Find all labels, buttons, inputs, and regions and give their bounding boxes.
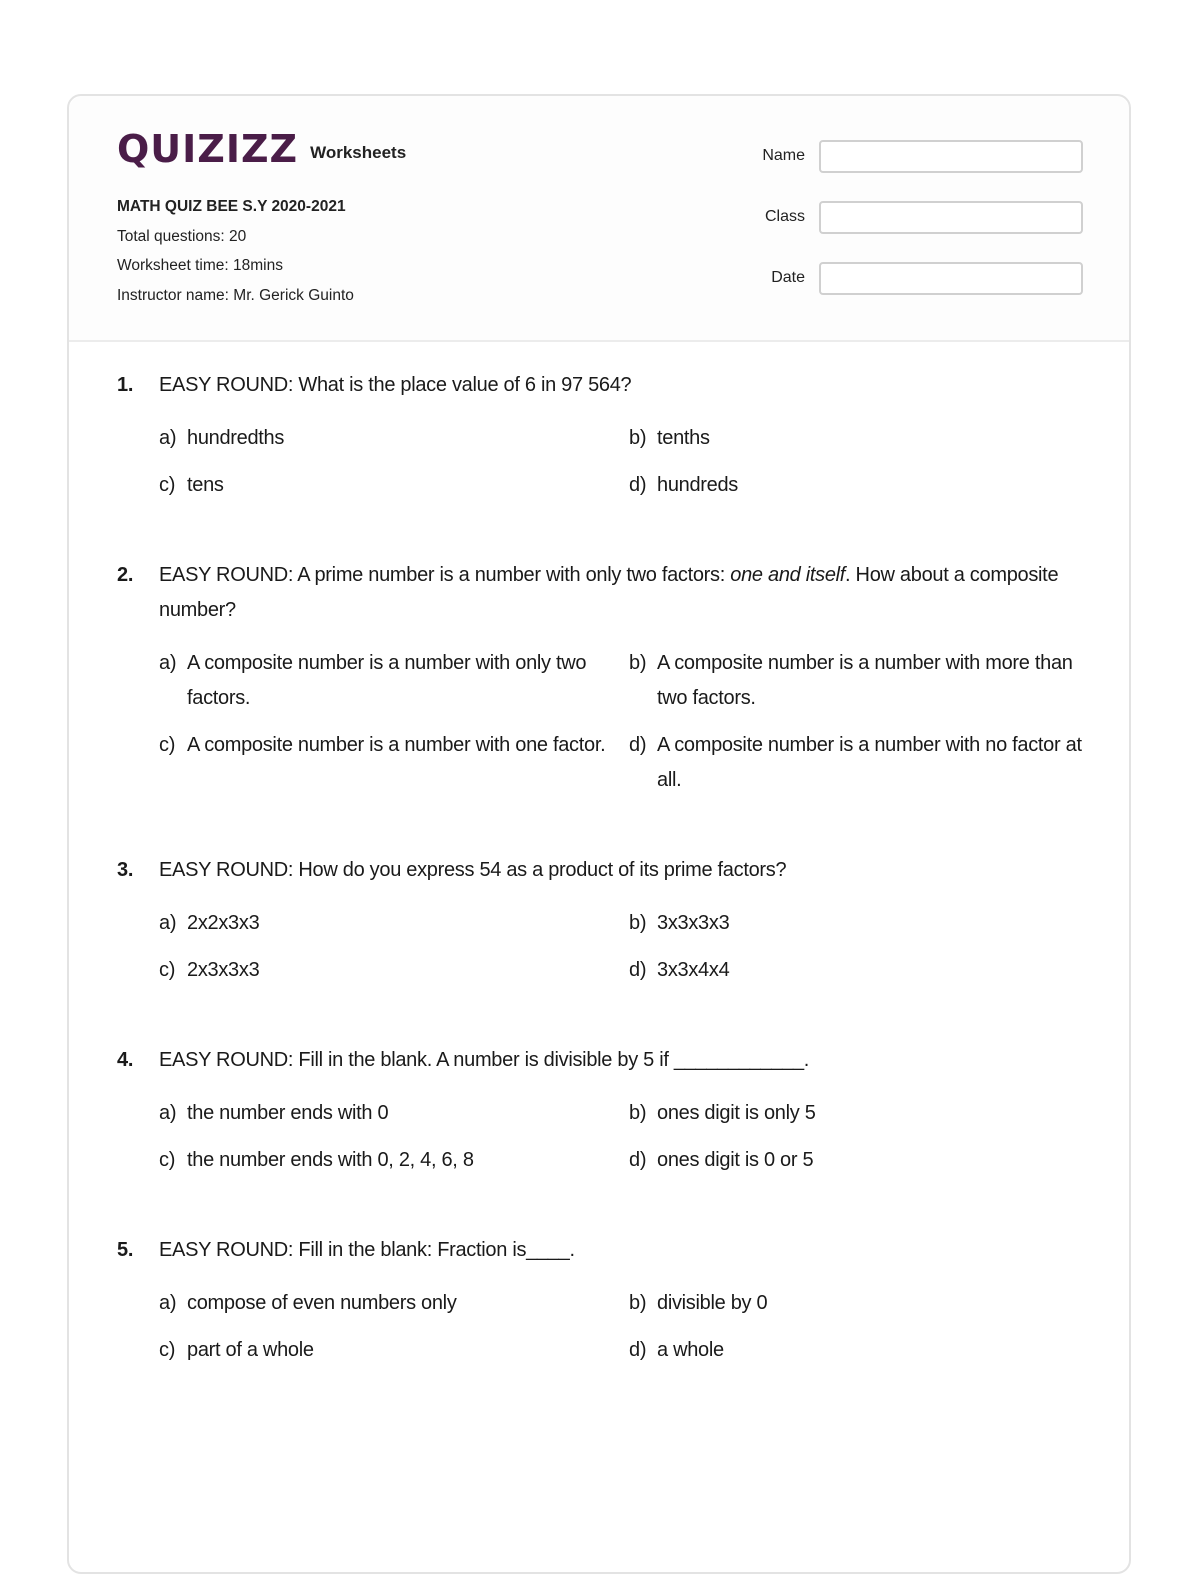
option-text: A composite number is a number with more than two factors.	[657, 652, 1073, 709]
option-text: A composite number is a number with no factor at all.	[657, 734, 1082, 791]
option-text: hundreds	[657, 474, 738, 496]
option-letter: d)	[629, 734, 647, 756]
option-a	[159, 421, 629, 456]
question-text: EASY ROUND: Fill in the blank. A number is divisible by 5 if ____________.	[159, 1049, 810, 1071]
option-b	[629, 1286, 1099, 1321]
option-letter: a)	[159, 652, 177, 674]
question-number: 5.	[117, 1239, 134, 1261]
total-questions: Total questions: 20	[117, 227, 247, 245]
answer-options	[159, 1286, 1087, 1368]
option-d	[629, 728, 1099, 798]
option-letter: a)	[159, 1102, 177, 1124]
option-letter: a)	[159, 1292, 177, 1314]
option-letter: c)	[159, 959, 176, 981]
option-text: compose of even numbers only	[187, 1292, 457, 1314]
question-4	[117, 1043, 1087, 1178]
option-letter: d)	[629, 474, 647, 496]
option-letter: c)	[159, 1339, 176, 1361]
question-text-part: . How about a composite number?	[159, 564, 1059, 621]
option-letter: b)	[629, 912, 647, 934]
option-a	[159, 1096, 629, 1131]
name-label: Name	[762, 147, 805, 164]
option-letter: c)	[159, 1149, 176, 1171]
option-text: ones digit is only 5	[657, 1102, 816, 1124]
option-c	[159, 468, 629, 503]
worksheet	[67, 94, 1131, 1574]
option-a	[159, 646, 629, 716]
option-c	[159, 1333, 629, 1368]
date-input[interactable]	[819, 262, 1083, 295]
option-d	[629, 468, 1099, 503]
brand	[117, 127, 407, 171]
question-number: 2.	[117, 564, 134, 586]
option-c	[159, 1143, 629, 1178]
option-d	[629, 1143, 1099, 1178]
option-letter: d)	[629, 1339, 647, 1361]
answer-options	[159, 906, 1087, 988]
question-number: 3.	[117, 859, 134, 881]
option-a	[159, 906, 629, 941]
worksheet-meta	[117, 192, 354, 310]
option-text: 3x3x4x4	[657, 959, 730, 981]
question-text-part: EASY ROUND: A prime number is a number with only two factors:	[159, 564, 731, 586]
option-letter: a)	[159, 912, 177, 934]
question-2	[117, 558, 1087, 798]
option-letter: c)	[159, 734, 176, 756]
option-c	[159, 953, 629, 988]
quiz-title: MATH QUIZ BEE S.Y 2020-2021	[117, 198, 346, 215]
question-number: 4.	[117, 1049, 134, 1071]
option-b	[629, 906, 1099, 941]
option-text: the number ends with 0	[187, 1102, 389, 1124]
option-a	[159, 1286, 629, 1321]
option-letter: b)	[629, 427, 647, 449]
answer-options	[159, 1096, 1087, 1178]
option-b	[629, 421, 1099, 456]
question-1	[117, 368, 1087, 503]
option-text: 3x3x3x3	[657, 912, 730, 934]
option-text: the number ends with 0, 2, 4, 6, 8	[187, 1149, 474, 1171]
option-text: 2x3x3x3	[187, 959, 260, 981]
question-text: EASY ROUND: What is the place value of 6 in 97 564?	[159, 374, 632, 396]
option-c	[159, 728, 629, 798]
name-input[interactable]	[819, 140, 1083, 173]
option-text: part of a whole	[187, 1339, 314, 1361]
question-text: EASY ROUND: Fill in the blank: Fraction is____.	[159, 1239, 575, 1261]
option-letter: b)	[629, 1292, 647, 1314]
option-text: 2x2x3x3	[187, 912, 260, 934]
option-text: tenths	[657, 427, 710, 449]
question-text-emphasis: one and itself	[730, 564, 846, 586]
question-list	[117, 368, 1087, 1368]
date-field-row	[762, 260, 1083, 296]
answer-options	[159, 646, 1087, 798]
option-text: a whole	[657, 1339, 724, 1361]
name-field-row	[762, 138, 1083, 174]
option-d	[629, 953, 1099, 988]
option-b	[629, 646, 1099, 716]
option-text: tens	[187, 474, 224, 496]
worksheet-header	[69, 96, 1129, 342]
class-field-row	[762, 199, 1083, 235]
question-5	[117, 1233, 1087, 1368]
option-letter: d)	[629, 959, 647, 981]
quizizz-logo: QUIZIZZ	[117, 127, 299, 171]
answer-options	[159, 421, 1087, 503]
option-text: A composite number is a number with only two factors.	[187, 652, 587, 709]
option-letter: c)	[159, 474, 176, 496]
option-text: hundredths	[187, 427, 285, 449]
instructor-name: Instructor name: Mr. Gerick Guinto	[117, 286, 354, 304]
class-label: Class	[764, 208, 805, 225]
question-3	[117, 853, 1087, 988]
option-letter: b)	[629, 1102, 647, 1124]
option-letter: b)	[629, 652, 647, 674]
option-text: A composite number is a number with one factor.	[187, 734, 606, 756]
question-number: 1.	[117, 374, 134, 396]
option-d	[629, 1333, 1099, 1368]
class-input[interactable]	[819, 201, 1083, 234]
question-text	[159, 558, 1087, 628]
option-text: ones digit is 0 or 5	[657, 1149, 814, 1171]
worksheet-time: Worksheet time: 18mins	[117, 257, 283, 274]
option-letter: d)	[629, 1149, 647, 1171]
logo-subtitle: Worksheets	[310, 143, 407, 162]
student-fields	[762, 138, 1083, 321]
question-text: EASY ROUND: How do you express 54 as a product of its prime factors?	[159, 859, 787, 881]
option-text: divisible by 0	[657, 1292, 768, 1314]
option-letter: a)	[159, 427, 177, 449]
option-b	[629, 1096, 1099, 1131]
date-label: Date	[771, 269, 805, 286]
